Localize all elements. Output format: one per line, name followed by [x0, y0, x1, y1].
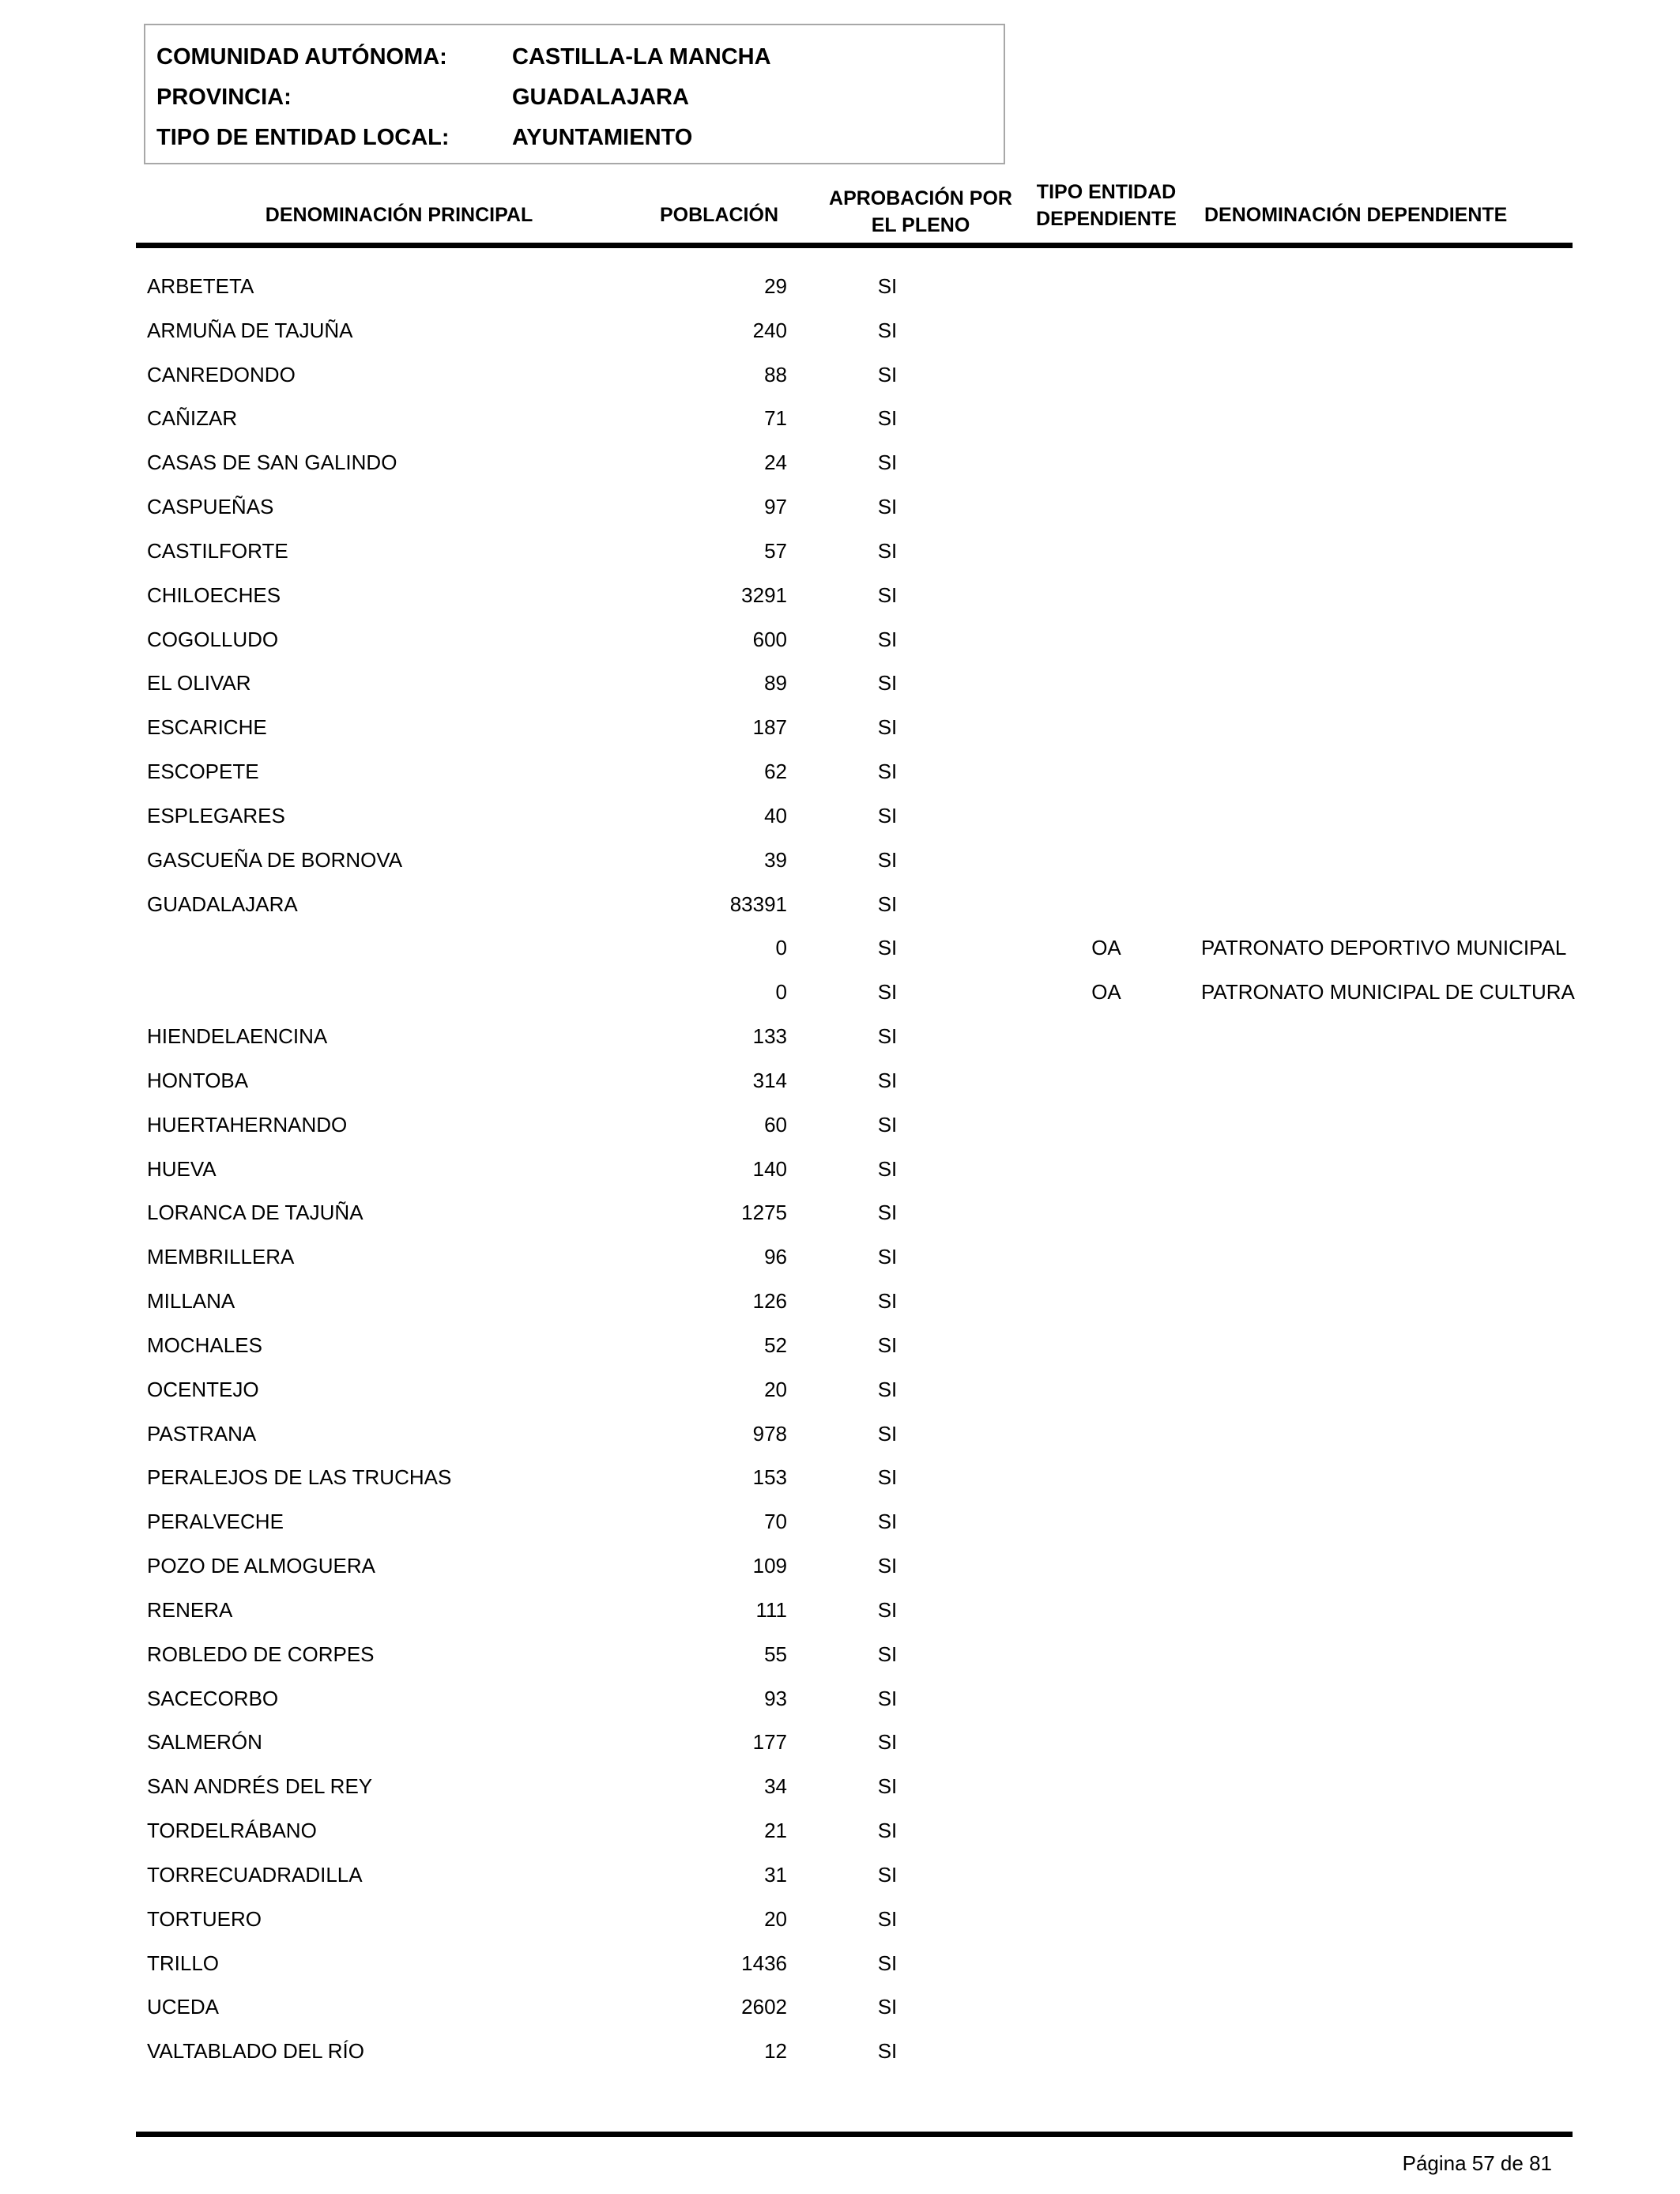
col-header-tipo-line1: TIPO ENTIDAD — [1036, 181, 1177, 203]
population-value: 314 — [752, 1068, 787, 1092]
tipo-entidad-label: TIPO DE ENTIDAD LOCAL: — [156, 125, 450, 150]
table-row — [0, 671, 1680, 715]
table-row — [0, 1201, 1680, 1245]
municipality-name: PERALVECHE — [147, 1510, 284, 1534]
col-header-aprobacion — [814, 185, 1027, 239]
population-value: 133 — [752, 1024, 787, 1049]
approval-value: SI — [877, 318, 898, 342]
table-row — [0, 1863, 1680, 1907]
table-row — [0, 1289, 1680, 1333]
municipality-name: TRILLO — [147, 1951, 220, 1975]
comunidad-value: CASTILLA-LA MANCHA — [512, 44, 771, 70]
table-row — [0, 319, 1680, 363]
table-row — [0, 1774, 1680, 1819]
municipality-name: CHILOECHES — [147, 582, 281, 607]
municipality-name: SACECORBO — [147, 1686, 279, 1710]
table-row — [0, 495, 1680, 539]
municipality-name: CANREDONDO — [147, 362, 296, 386]
municipality-name: HONTOBA — [147, 1068, 249, 1092]
population-value: 21 — [764, 1819, 787, 1843]
table-row — [0, 1687, 1680, 1731]
col-header-aprobacion-line2: EL PLENO — [871, 214, 970, 236]
municipality-name: UCEDA — [147, 1995, 220, 2019]
table-row — [0, 804, 1680, 848]
population-value: 70 — [764, 1510, 787, 1534]
municipality-name: CAÑIZAR — [147, 406, 238, 431]
table-row — [0, 1422, 1680, 1466]
municipality-name: ARMUÑA DE TAJUÑA — [147, 318, 353, 342]
population-value: 52 — [764, 1333, 787, 1357]
population-value: 93 — [764, 1686, 787, 1710]
population-value: 89 — [764, 671, 787, 696]
municipality-name: ROBLEDO DE CORPES — [147, 1642, 375, 1666]
approval-value: SI — [877, 495, 898, 519]
approval-value: SI — [877, 1995, 898, 2019]
table-row — [0, 936, 1680, 980]
population-value: 177 — [752, 1730, 787, 1755]
municipality-name: MOCHALES — [147, 1333, 262, 1357]
population-value: 1436 — [741, 1951, 787, 1975]
population-value: 20 — [764, 1906, 787, 1931]
population-value: 40 — [764, 803, 787, 827]
approval-value: SI — [877, 274, 898, 298]
approval-value: SI — [877, 1156, 898, 1181]
municipality-name: CASAS DE SAN GALINDO — [147, 450, 397, 475]
municipality-name: TORRECUADRADILLA — [147, 1862, 363, 1887]
municipality-name: PASTRANA — [147, 1421, 257, 1446]
municipality-name: VALTABLADO DEL RÍO — [147, 2039, 365, 2064]
population-value: 1275 — [741, 1201, 787, 1225]
municipality-name: PERALEJOS DE LAS TRUCHAS — [147, 1465, 452, 1490]
municipality-name: ESCOPETE — [147, 760, 259, 784]
population-value: 0 — [775, 980, 787, 1005]
entity-info-box — [144, 24, 1005, 164]
dependent-name: PATRONATO MUNICIPAL DE CULTURA — [1201, 980, 1575, 1005]
approval-value: SI — [877, 1951, 898, 1975]
municipality-name: EL OLIVAR — [147, 671, 251, 696]
table-row — [0, 1819, 1680, 1863]
approval-value: SI — [877, 1377, 898, 1401]
table-row — [0, 274, 1680, 319]
table-row — [0, 1554, 1680, 1598]
page-number: Página 57 de 81 — [1402, 2151, 1552, 2175]
population-value: 24 — [764, 450, 787, 475]
approval-value: SI — [877, 1245, 898, 1269]
population-value: 0 — [775, 936, 787, 960]
table-row — [0, 1113, 1680, 1157]
population-value: 88 — [764, 362, 787, 386]
table-row — [0, 1907, 1680, 1951]
approval-value: SI — [877, 1554, 898, 1578]
population-value: 55 — [764, 1642, 787, 1666]
municipality-name: ESCARICHE — [147, 715, 267, 740]
approval-value: SI — [877, 1024, 898, 1049]
approval-value: SI — [877, 406, 898, 431]
col-header-aprobacion-line1: APROBACIÓN POR — [829, 187, 1012, 209]
table-row — [0, 450, 1680, 495]
population-value: 153 — [752, 1465, 787, 1490]
dependent-name: PATRONATO DEPORTIVO MUNICIPAL — [1201, 936, 1567, 960]
table-row — [0, 1069, 1680, 1113]
approval-value: SI — [877, 450, 898, 475]
table-row — [0, 1730, 1680, 1774]
municipality-name: HUEVA — [147, 1156, 217, 1181]
approval-value: SI — [877, 980, 898, 1005]
population-value: 62 — [764, 760, 787, 784]
approval-value: SI — [877, 582, 898, 607]
population-value: 111 — [755, 1597, 787, 1622]
approval-value: SI — [877, 1906, 898, 1931]
table-row — [0, 892, 1680, 937]
table-row — [0, 2039, 1680, 2083]
table-row — [0, 1465, 1680, 1510]
population-value: 109 — [752, 1554, 787, 1578]
table-row — [0, 715, 1680, 760]
table-row — [0, 760, 1680, 804]
municipality-name: TORTUERO — [147, 1906, 262, 1931]
population-value: 978 — [752, 1421, 787, 1446]
approval-value: SI — [877, 1686, 898, 1710]
municipality-name: CASTILFORTE — [147, 538, 288, 563]
approval-value: SI — [877, 803, 898, 827]
population-value: 34 — [764, 1774, 787, 1799]
approval-value: SI — [877, 627, 898, 651]
table-row — [0, 848, 1680, 892]
approval-value: SI — [877, 1642, 898, 1666]
col-header-tipo-line2: DEPENDIENTE — [1036, 208, 1177, 230]
municipality-name: HUERTAHERNANDO — [147, 1112, 348, 1137]
approval-value: SI — [877, 1465, 898, 1490]
table-row — [0, 1024, 1680, 1069]
municipality-name: GASCUEÑA DE BORNOVA — [147, 847, 403, 872]
table-row — [0, 1642, 1680, 1687]
table-row — [0, 363, 1680, 407]
population-value: 39 — [764, 847, 787, 872]
table-row — [0, 1995, 1680, 2039]
approval-value: SI — [877, 1597, 898, 1622]
population-value: 126 — [752, 1289, 787, 1314]
municipality-name: RENERA — [147, 1597, 233, 1622]
approval-value: SI — [877, 1068, 898, 1092]
population-value: 83391 — [729, 892, 787, 916]
table-row — [0, 1378, 1680, 1422]
col-header-denominacion: DENOMINACIÓN PRINCIPAL — [265, 204, 533, 226]
table-row — [0, 1333, 1680, 1378]
table-row — [0, 628, 1680, 672]
population-value: 600 — [752, 627, 787, 651]
footer-rule — [136, 2132, 1573, 2137]
tipo-entidad-value: AYUNTAMIENTO — [512, 125, 693, 150]
table-row — [0, 583, 1680, 628]
provincia-label: PROVINCIA: — [156, 85, 292, 110]
approval-value: SI — [877, 1774, 898, 1799]
population-value: 96 — [764, 1245, 787, 1269]
table-row — [0, 1157, 1680, 1201]
approval-value: SI — [877, 362, 898, 386]
population-value: 2602 — [741, 1995, 787, 2019]
municipality-name: LORANCA DE TAJUÑA — [147, 1201, 363, 1225]
table-row — [0, 1598, 1680, 1642]
municipality-name: HIENDELAENCINA — [147, 1024, 328, 1049]
col-header-dependiente: DENOMINACIÓN DEPENDIENTE — [1204, 204, 1508, 226]
municipality-name: SALMERÓN — [147, 1730, 262, 1755]
population-value: 187 — [752, 715, 787, 740]
table-row — [0, 1245, 1680, 1289]
population-value: 57 — [764, 538, 787, 563]
approval-value: SI — [877, 847, 898, 872]
population-value: 97 — [764, 495, 787, 519]
dependent-type: OA — [1091, 980, 1121, 1005]
header-rule — [136, 243, 1573, 248]
population-value: 3291 — [741, 582, 787, 607]
approval-value: SI — [877, 1289, 898, 1314]
table-row — [0, 1951, 1680, 1996]
col-header-tipo — [1027, 179, 1185, 232]
population-value: 71 — [764, 406, 787, 431]
municipality-name: OCENTEJO — [147, 1377, 259, 1401]
table-row — [0, 406, 1680, 450]
approval-value: SI — [877, 1510, 898, 1534]
municipality-name: SAN ANDRÉS DEL REY — [147, 1774, 373, 1799]
col-header-poblacion: POBLACIÓN — [660, 204, 778, 226]
population-value: 29 — [764, 274, 787, 298]
population-value: 31 — [764, 1862, 787, 1887]
approval-value: SI — [877, 760, 898, 784]
approval-value: SI — [877, 1112, 898, 1137]
municipality-name: ARBETETA — [147, 274, 254, 298]
population-value: 12 — [764, 2039, 787, 2064]
comunidad-label: COMUNIDAD AUTÓNOMA: — [156, 44, 447, 70]
approval-value: SI — [877, 1862, 898, 1887]
approval-value: SI — [877, 1730, 898, 1755]
approval-value: SI — [877, 538, 898, 563]
approval-value: SI — [877, 671, 898, 696]
municipality-name: ESPLEGARES — [147, 803, 285, 827]
table-row — [0, 1510, 1680, 1554]
municipality-name: POZO DE ALMOGUERA — [147, 1554, 375, 1578]
population-value: 140 — [752, 1156, 787, 1181]
approval-value: SI — [877, 936, 898, 960]
table-row — [0, 980, 1680, 1024]
dependent-type: OA — [1091, 936, 1121, 960]
approval-value: SI — [877, 1201, 898, 1225]
municipality-name: GUADALAJARA — [147, 892, 298, 916]
municipality-name: MILLANA — [147, 1289, 235, 1314]
population-value: 60 — [764, 1112, 787, 1137]
population-value: 240 — [752, 318, 787, 342]
table-row — [0, 539, 1680, 583]
approval-value: SI — [877, 715, 898, 740]
approval-value: SI — [877, 1333, 898, 1357]
municipality-name: COGOLLUDO — [147, 627, 279, 651]
municipality-name: CASPUEÑAS — [147, 495, 274, 519]
municipality-name: MEMBRILLERA — [147, 1245, 295, 1269]
approval-value: SI — [877, 2039, 898, 2064]
provincia-value: GUADALAJARA — [512, 85, 689, 110]
municipality-name: TORDELRÁBANO — [147, 1819, 317, 1843]
approval-value: SI — [877, 1819, 898, 1843]
approval-value: SI — [877, 1421, 898, 1446]
population-value: 20 — [764, 1377, 787, 1401]
approval-value: SI — [877, 892, 898, 916]
